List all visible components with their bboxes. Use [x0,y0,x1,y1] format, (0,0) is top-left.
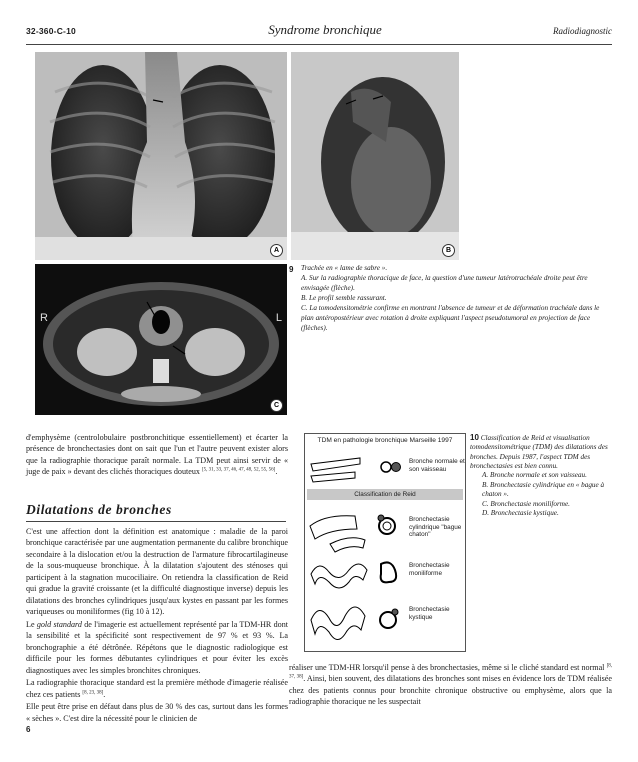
figure-10-item-c: C. Bronchectasie moniliforme. [482,499,570,508]
label-normal-bronchus: Bronche normale et son vaisseau [409,458,465,473]
running-title: Syndrome bronchique [268,22,382,37]
paragraph-radiography: La radiographie thoracique standard est la première méthode d'imagerie réalisée chez ces patients [8, 23, 38]. [26,678,288,699]
panel-c-label: C [270,399,283,412]
intro-text: d'emphysème (centrolobulaire postbronchitique essentiellement) et écarter la présence de bronchectasies dont on sait que l'un et l'autre peuvent exister alors que la radiographie thoracique paraît normale. La TDM peut ainsi servir de « juge de paix » devant des clichés thoraciques douteux [26,433,288,477]
paragraph-limits: Elle peut être prise en défaut dans plus de 30 % des cas, surtout dans les formes « sèches ». C'est dire la nécessité pour le clinicien de [26,702,288,723]
figure-10-title: TDM en pathologie bronchique Marseille 1997 [317,437,453,444]
panel-a-label: A [270,244,283,257]
figure-10-item-d: D. Bronchectasie kystique. [482,508,559,517]
figure-9-caption-b: B. Le profil semble rassurant. [301,293,387,302]
figure-9-caption-c: C. La tomodensitométrie confirme en montrant l'absence de tumeur et de déformation trachéale dans le plan antéropostérieur avec rotation à droite expliquant l'aspect pseudotumoral en projection de face (flèches). [301,303,600,332]
figure-9c-ct-scan [35,264,287,415]
figure-9-caption [289,264,611,334]
figure-10-item-a: A. Bronche normale et son vaisseau. [482,471,587,480]
figure-9-caption-a: A. Sur la radiographie thoracique de face, la question d'une tumeur latérotrachéale droite peut être envisagée (flèche). [301,273,588,292]
ct-side-right: R [40,312,48,324]
section-rule [26,521,286,522]
label-cylindrical: Bronchectasie cylindrique "bague chaton" [409,516,462,539]
figure-9-number: 9 [289,265,294,274]
figure-10-number: 10 [470,433,479,442]
panel-b-label: B [442,244,455,257]
header-rule [26,44,612,45]
label-moniliform: Bronchectasie moniliforme [409,562,450,577]
paragraph-definition: C'est une affection dont la définition est anatomique : maladie de la paroi bronchique caractérisée par une augmentation permanente du calibre bronchique secondaire à la dislocation et/ou la destruction de l'armature fibrocartilagineuse de la sous-muqueuse bronchique. À la dilatation s'ajoutent des sténoses qui participent à la stagnation mucociliaire. On retiendra la classification de Reid qui gradue la gravité croissante (et la difficulté diagnostique inverse) depuis les dilatations des bronches cylindriques jusqu'aux kystes en passant par les formes variqueuses ou moniliformes (fig 10 à 12). [26,527,288,617]
intro-paragraph: d'emphysème (centrolobulaire postbronchitique essentiellement) et écarter la présence de bronchectasies dont on sait que l'un et l'autre peuvent exister alors que la radiographie thoracique paraît normale. La TDM peut ainsi servir de « juge de paix » devant des clichés thoraciques douteux [5, 31, 33, 37, 46, 47, 48, 52, 55, 56]. [26,433,288,477]
section-name: Radiodiagnostic [553,26,612,36]
doc-reference: 32-360-C-10 [26,26,76,36]
figure-10-caption [470,433,612,518]
figure-9a-frontal-xray [35,52,287,260]
reid-classification-band: Classification de Reid [307,489,463,500]
ct-side-left: L [275,312,282,324]
figure-10-item-b: B. Bronchectasie cylindrique en « bague à chaton ». [482,480,605,499]
paragraph-gold-standard: Le gold standard de l'imagerie est actuellement représenté par la TDM-HR dont la sensibilité et la spécificité sont respectivement de 97 % et 93 %. La bronchographie a été détrônée. Répétons que le diagnostic radiologique est difficile pour les formes débutantes cylindriques et pour éviter les excès diagnostiques avec les simples bronchites chroniques. [26,619,288,675]
right-column-paragraph: réaliser une TDM-HR lorsqu'il pense à des bronchectasies, même si le cliché standard est normal [8, 37, 38]. Ainsi, bien souvent, des dilatations des bronches sont mises en évidence lors de TDM réalisée chez des patients connus pour bronchite chronique obstructive ou emphysème, alors que la radiographie thoracique ne les suspectait [289,663,612,707]
figure-10-diagram [304,433,466,652]
label-cystic: Bronchectasie kystique [409,606,450,621]
page-number: 6 [26,725,31,734]
section-title: Dilatations de bronches [26,502,172,517]
figure-9-caption-title: Trachée en « lame de sabre ». [301,264,388,272]
intro-refs: [5, 31, 33, 37, 46, 47, 48, 52, 55, 56] [202,467,276,473]
section-body [26,526,288,725]
figure-10-caption-intro: Classification de Reid et visualisation tomodensitométrique (TDM) des dilatations des bronches. Depuis 1987, l'aspect TDM des bronchectasies est bien connu. [470,434,608,471]
figure-9b-lateral-xray [291,52,459,260]
